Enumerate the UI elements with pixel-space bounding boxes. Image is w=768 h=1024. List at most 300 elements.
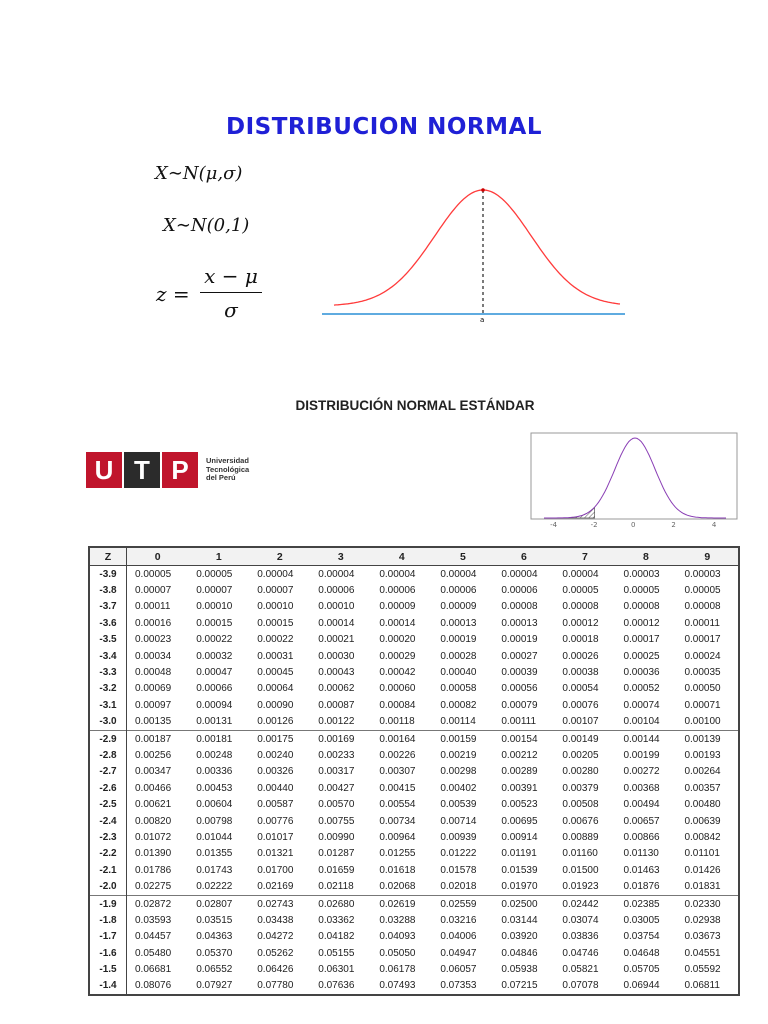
probability-cell: 0.00219 bbox=[440, 749, 477, 761]
probability-cell: 0.02169 bbox=[257, 881, 294, 893]
probability-cell: 0.00071 bbox=[684, 699, 721, 711]
probability-cell: 0.00122 bbox=[318, 716, 355, 728]
probability-cell: 0.01876 bbox=[623, 881, 660, 893]
probability-cell: 0.00032 bbox=[196, 650, 233, 662]
probability-cell: 0.00154 bbox=[493, 730, 554, 747]
probability-cell: 0.00205 bbox=[562, 749, 599, 761]
probability-cell: 0.00466 bbox=[135, 782, 172, 794]
probability-cell: 0.00016 bbox=[135, 617, 172, 629]
probability-cell: 0.06426 bbox=[257, 964, 294, 976]
z-value-cell: -2.7 bbox=[89, 764, 127, 780]
probability-cell: 0.00094 bbox=[196, 699, 233, 711]
z-value-cell: -2.5 bbox=[89, 796, 127, 812]
probability-cell: 0.00007 bbox=[196, 585, 233, 597]
probability-cell: 0.00131 bbox=[196, 716, 233, 728]
logo-text bbox=[206, 457, 249, 483]
probability-cell: 0.00039 bbox=[501, 667, 538, 679]
probability-cell: 0.01700 bbox=[257, 864, 294, 876]
probability-cell: 0.00014 bbox=[379, 617, 416, 629]
table-row bbox=[89, 615, 739, 631]
probability-cell: 0.03920 bbox=[501, 931, 538, 943]
table-row bbox=[89, 780, 739, 796]
mini-x-tick-label: -2 bbox=[590, 521, 598, 529]
probability-cell: 0.04947 bbox=[440, 947, 477, 959]
probability-cell: 0.02275 bbox=[135, 881, 172, 893]
probability-cell: 0.00104 bbox=[623, 716, 660, 728]
probability-cell: 0.06301 bbox=[318, 964, 355, 976]
table-row bbox=[89, 862, 739, 878]
probability-cell: 0.07493 bbox=[379, 980, 416, 992]
table-row bbox=[89, 829, 739, 845]
probability-cell: 0.00248 bbox=[196, 749, 233, 761]
mini-x-tick-label: 0 bbox=[631, 521, 636, 529]
probability-cell: 0.00842 bbox=[684, 831, 721, 843]
probability-cell: 0.00006 bbox=[501, 585, 538, 597]
probability-cell: 0.05821 bbox=[562, 964, 599, 976]
table-row bbox=[89, 912, 739, 928]
probability-cell: 0.00036 bbox=[623, 667, 660, 679]
z-value-cell: -1.7 bbox=[89, 929, 127, 945]
probability-cell: 0.04182 bbox=[318, 931, 355, 943]
z-value-cell: -2.0 bbox=[89, 878, 127, 895]
probability-cell: 0.00013 bbox=[440, 617, 477, 629]
table-row bbox=[89, 846, 739, 862]
probability-cell: 0.00004 bbox=[440, 568, 477, 580]
z-table bbox=[88, 546, 740, 996]
z-value-cell: -1.6 bbox=[89, 945, 127, 961]
probability-cell: 0.00914 bbox=[501, 831, 538, 843]
probability-cell: 0.00990 bbox=[318, 831, 355, 843]
probability-cell: 0.00734 bbox=[379, 815, 416, 827]
probability-cell: 0.00570 bbox=[318, 799, 355, 811]
probability-cell: 0.01255 bbox=[379, 848, 416, 860]
table-row bbox=[89, 813, 739, 829]
fraction-bar bbox=[200, 292, 262, 293]
z-value-cell: -3.6 bbox=[89, 615, 127, 631]
probability-cell: 0.00042 bbox=[379, 667, 416, 679]
logo-text-line: Tecnológica bbox=[206, 464, 250, 474]
z-value-cell: -1.8 bbox=[89, 912, 127, 928]
probability-cell: 0.00118 bbox=[379, 716, 415, 728]
probability-cell: 0.00307 bbox=[379, 766, 416, 778]
probability-cell: 0.00009 bbox=[379, 601, 416, 613]
probability-cell: 0.02222 bbox=[196, 881, 233, 893]
probability-cell: 0.00820 bbox=[135, 815, 172, 827]
table-row bbox=[89, 796, 739, 812]
probability-cell: 0.00256 bbox=[135, 749, 172, 761]
probability-cell: 0.01500 bbox=[562, 864, 599, 876]
probability-cell: 0.00175 bbox=[249, 730, 310, 747]
probability-cell: 0.01578 bbox=[440, 864, 477, 876]
probability-cell: 0.01101 bbox=[684, 848, 720, 860]
probability-cell: 0.04006 bbox=[440, 931, 477, 943]
z-value-cell: -2.4 bbox=[89, 813, 127, 829]
probability-cell: 0.00019 bbox=[501, 634, 538, 646]
probability-cell: 0.00007 bbox=[257, 585, 294, 597]
probability-cell: 0.07636 bbox=[318, 980, 355, 992]
probability-cell: 0.00084 bbox=[379, 699, 416, 711]
table-row bbox=[89, 632, 739, 648]
probability-cell: 0.05155 bbox=[318, 947, 355, 959]
probability-cell: 0.00272 bbox=[623, 766, 660, 778]
table-row bbox=[89, 978, 739, 995]
probability-cell: 0.00014 bbox=[318, 617, 355, 629]
probability-cell: 0.06944 bbox=[623, 980, 660, 992]
probability-cell: 0.03754 bbox=[623, 931, 660, 943]
probability-cell: 0.01287 bbox=[318, 848, 355, 860]
probability-cell: 0.01539 bbox=[501, 864, 538, 876]
mini-x-tick-label: 4 bbox=[711, 521, 717, 529]
probability-cell: 0.01463 bbox=[623, 864, 660, 876]
z-value-cell: -3.3 bbox=[89, 664, 127, 680]
probability-cell: 0.00018 bbox=[562, 634, 599, 646]
z-value-cell: -2.9 bbox=[89, 730, 127, 747]
z-value-cell: -1.5 bbox=[89, 961, 127, 977]
probability-cell: 0.00427 bbox=[318, 782, 355, 794]
z-value-cell: -2.8 bbox=[89, 747, 127, 763]
probability-cell: 0.01970 bbox=[501, 881, 538, 893]
probability-cell: 0.01072 bbox=[135, 831, 172, 843]
probability-cell: 0.00336 bbox=[196, 766, 233, 778]
digit-column-header: 0 bbox=[127, 547, 189, 566]
probability-cell: 0.03836 bbox=[562, 931, 599, 943]
probability-cell: 0.00012 bbox=[562, 617, 599, 629]
probability-cell: 0.00939 bbox=[440, 831, 477, 843]
probability-cell: 0.00048 bbox=[135, 667, 172, 679]
probability-cell: 0.00798 bbox=[196, 815, 233, 827]
probability-cell: 0.00776 bbox=[257, 815, 294, 827]
probability-cell: 0.01659 bbox=[318, 864, 355, 876]
digit-column-header: 8 bbox=[615, 547, 676, 566]
z-formula-lhs: z = bbox=[156, 282, 190, 306]
table-row bbox=[89, 878, 739, 895]
probability-cell: 0.02330 bbox=[676, 895, 739, 912]
probability-cell: 0.00415 bbox=[379, 782, 416, 794]
digit-column-header: 9 bbox=[676, 547, 739, 566]
shaded-normal-mini-chart bbox=[530, 432, 738, 530]
z-value-cell: -1.9 bbox=[89, 895, 127, 912]
table-row bbox=[89, 961, 739, 977]
probability-cell: 0.00019 bbox=[440, 634, 477, 646]
probability-cell: 0.07353 bbox=[440, 980, 477, 992]
probability-cell: 0.00755 bbox=[318, 815, 355, 827]
table-row bbox=[89, 566, 739, 583]
probability-cell: 0.00006 bbox=[440, 585, 477, 597]
z-formula-fraction bbox=[200, 262, 262, 323]
probability-cell: 0.00889 bbox=[562, 831, 599, 843]
probability-cell: 0.03438 bbox=[257, 914, 294, 926]
probability-cell: 0.01786 bbox=[135, 864, 172, 876]
probability-cell: 0.07780 bbox=[257, 980, 294, 992]
probability-cell: 0.01390 bbox=[135, 848, 172, 860]
probability-cell: 0.00621 bbox=[135, 799, 172, 811]
table-row bbox=[89, 895, 739, 912]
probability-cell: 0.02018 bbox=[440, 881, 477, 893]
probability-cell: 0.02619 bbox=[371, 895, 432, 912]
logo-text-line: del Perú bbox=[206, 473, 236, 483]
probability-cell: 0.05370 bbox=[196, 947, 233, 959]
probability-cell: 0.00199 bbox=[623, 749, 660, 761]
probability-cell: 0.00031 bbox=[257, 650, 294, 662]
probability-cell: 0.00193 bbox=[684, 749, 721, 761]
probability-cell: 0.01831 bbox=[684, 881, 721, 893]
probability-cell: 0.00005 bbox=[135, 568, 172, 580]
probability-cell: 0.07927 bbox=[196, 980, 233, 992]
probability-cell: 0.00028 bbox=[440, 650, 477, 662]
probability-cell: 0.00035 bbox=[684, 667, 721, 679]
z-value-cell: -2.3 bbox=[89, 829, 127, 845]
probability-cell: 0.02118 bbox=[318, 881, 354, 893]
probability-cell: 0.03515 bbox=[196, 914, 233, 926]
probability-cell: 0.03593 bbox=[135, 914, 172, 926]
probability-cell: 0.00289 bbox=[501, 766, 538, 778]
probability-cell: 0.02559 bbox=[432, 895, 493, 912]
z-value-cell: -2.6 bbox=[89, 780, 127, 796]
probability-cell: 0.05938 bbox=[501, 964, 538, 976]
probability-cell: 0.00676 bbox=[562, 815, 599, 827]
z-table-header-row bbox=[89, 547, 739, 566]
z-value-cell: -3.2 bbox=[89, 681, 127, 697]
probability-cell: 0.00069 bbox=[135, 683, 172, 695]
logo-text-line: Universidad bbox=[206, 456, 249, 466]
digit-column-header: 6 bbox=[493, 547, 554, 566]
table-row bbox=[89, 582, 739, 598]
probability-cell: 0.00021 bbox=[318, 634, 355, 646]
probability-cell: 0.00006 bbox=[318, 585, 355, 597]
probability-cell: 0.00379 bbox=[562, 782, 599, 794]
probability-cell: 0.00012 bbox=[623, 617, 660, 629]
probability-cell: 0.00034 bbox=[135, 650, 172, 662]
mini-x-axis-ticks bbox=[550, 521, 717, 529]
probability-cell: 0.02500 bbox=[493, 895, 554, 912]
probability-cell: 0.00657 bbox=[623, 815, 660, 827]
probability-cell: 0.00480 bbox=[684, 799, 721, 811]
probability-cell: 0.00010 bbox=[318, 601, 355, 613]
logo-letter-u: U bbox=[86, 452, 122, 488]
digit-column-header: 7 bbox=[554, 547, 615, 566]
probability-cell: 0.05480 bbox=[135, 947, 172, 959]
probability-cell: 0.00008 bbox=[623, 601, 660, 613]
probability-cell: 0.00212 bbox=[501, 749, 538, 761]
table-row bbox=[89, 664, 739, 680]
probability-cell: 0.00264 bbox=[684, 766, 721, 778]
probability-cell: 0.00005 bbox=[684, 585, 721, 597]
probability-cell: 0.00074 bbox=[623, 699, 660, 711]
probability-cell: 0.00240 bbox=[257, 749, 294, 761]
probability-cell: 0.00038 bbox=[562, 667, 599, 679]
probability-cell: 0.06681 bbox=[135, 964, 172, 976]
probability-cell: 0.00008 bbox=[684, 601, 721, 613]
probability-cell: 0.00007 bbox=[135, 585, 172, 597]
probability-cell: 0.00017 bbox=[684, 634, 721, 646]
table-row bbox=[89, 945, 739, 961]
peak-point bbox=[481, 188, 485, 192]
probability-cell: 0.02442 bbox=[554, 895, 615, 912]
probability-cell: 0.04093 bbox=[379, 931, 416, 943]
z-value-cell: -3.1 bbox=[89, 697, 127, 713]
probability-cell: 0.01191 bbox=[501, 848, 537, 860]
probability-cell: 0.00114 bbox=[440, 716, 476, 728]
probability-cell: 0.02068 bbox=[379, 881, 416, 893]
z-value-cell: -1.4 bbox=[89, 978, 127, 995]
probability-cell: 0.00169 bbox=[310, 730, 371, 747]
probability-cell: 0.00079 bbox=[501, 699, 538, 711]
probability-cell: 0.00695 bbox=[501, 815, 538, 827]
probability-cell: 0.04457 bbox=[135, 931, 172, 943]
z-value-cell: -3.8 bbox=[89, 582, 127, 598]
probability-cell: 0.00494 bbox=[623, 799, 660, 811]
probability-cell: 0.00005 bbox=[562, 585, 599, 597]
standard-distribution-formula: X∼N(0,1) bbox=[163, 215, 250, 236]
table-row bbox=[89, 648, 739, 664]
probability-cell: 0.00047 bbox=[196, 667, 233, 679]
probability-cell: 0.02743 bbox=[249, 895, 310, 912]
probability-cell: 0.02938 bbox=[684, 914, 721, 926]
probability-cell: 0.04846 bbox=[501, 947, 538, 959]
probability-cell: 0.01426 bbox=[684, 864, 721, 876]
probability-cell: 0.00024 bbox=[684, 650, 721, 662]
probability-cell: 0.00187 bbox=[127, 730, 189, 747]
probability-cell: 0.03673 bbox=[684, 931, 721, 943]
probability-cell: 0.00004 bbox=[257, 568, 294, 580]
probability-cell: 0.00050 bbox=[684, 683, 721, 695]
probability-cell: 0.00144 bbox=[615, 730, 676, 747]
probability-cell: 0.04272 bbox=[257, 931, 294, 943]
probability-cell: 0.00008 bbox=[562, 601, 599, 613]
probability-cell: 0.00009 bbox=[440, 601, 477, 613]
probability-cell: 0.00064 bbox=[257, 683, 294, 695]
probability-cell: 0.01743 bbox=[196, 864, 233, 876]
probability-cell: 0.00714 bbox=[440, 815, 477, 827]
logo-letter-p: P bbox=[162, 452, 198, 488]
probability-cell: 0.00056 bbox=[501, 683, 538, 695]
probability-cell: 0.00440 bbox=[257, 782, 294, 794]
bell-curve-diagram bbox=[320, 180, 630, 330]
probability-cell: 0.00164 bbox=[371, 730, 432, 747]
probability-cell: 0.00003 bbox=[684, 568, 721, 580]
z-value-cell: -3.0 bbox=[89, 714, 127, 731]
probability-cell: 0.00076 bbox=[562, 699, 599, 711]
probability-cell: 0.00087 bbox=[318, 699, 355, 711]
probability-cell: 0.00866 bbox=[623, 831, 660, 843]
probability-cell: 0.00030 bbox=[318, 650, 355, 662]
probability-cell: 0.00054 bbox=[562, 683, 599, 695]
probability-cell: 0.00004 bbox=[562, 568, 599, 580]
probability-cell: 0.00062 bbox=[318, 683, 355, 695]
probability-cell: 0.00022 bbox=[257, 634, 294, 646]
probability-cell: 0.00004 bbox=[318, 568, 355, 580]
probability-cell: 0.00100 bbox=[684, 716, 721, 728]
page-title: DISTRIBUCION NORMAL bbox=[226, 114, 542, 140]
probability-cell: 0.00017 bbox=[623, 634, 660, 646]
probability-cell: 0.00964 bbox=[379, 831, 416, 843]
probability-cell: 0.01044 bbox=[196, 831, 233, 843]
probability-cell: 0.00453 bbox=[196, 782, 233, 794]
digit-column-header: 1 bbox=[188, 547, 249, 566]
probability-cell: 0.00587 bbox=[257, 799, 294, 811]
probability-cell: 0.05050 bbox=[379, 947, 416, 959]
probability-cell: 0.00391 bbox=[501, 782, 538, 794]
probability-cell: 0.01923 bbox=[562, 881, 599, 893]
probability-cell: 0.08076 bbox=[135, 980, 172, 992]
probability-cell: 0.01321 bbox=[257, 848, 294, 860]
probability-cell: 0.00347 bbox=[135, 766, 172, 778]
probability-cell: 0.00604 bbox=[196, 799, 233, 811]
probability-cell: 0.06811 bbox=[684, 980, 720, 992]
probability-cell: 0.00005 bbox=[196, 568, 233, 580]
probability-cell: 0.00082 bbox=[440, 699, 477, 711]
probability-cell: 0.00326 bbox=[257, 766, 294, 778]
mini-x-tick-label: -4 bbox=[550, 521, 558, 529]
probability-cell: 0.00317 bbox=[318, 766, 355, 778]
probability-cell: 0.00011 bbox=[135, 601, 171, 613]
z-column-header: Z bbox=[89, 547, 127, 566]
probability-cell: 0.00058 bbox=[440, 683, 477, 695]
z-value-cell: -2.2 bbox=[89, 846, 127, 862]
probability-cell: 0.00004 bbox=[379, 568, 416, 580]
logo-letter-t: T bbox=[124, 452, 160, 488]
mean-mark-label: a bbox=[480, 316, 485, 324]
probability-cell: 0.00004 bbox=[501, 568, 538, 580]
probability-cell: 0.00111 bbox=[501, 716, 537, 728]
z-table-body bbox=[89, 566, 739, 996]
digit-column-header: 3 bbox=[310, 547, 371, 566]
bell-curve-line bbox=[334, 190, 620, 305]
probability-cell: 0.00554 bbox=[379, 799, 416, 811]
probability-cell: 0.00040 bbox=[440, 667, 477, 679]
utp-logo bbox=[86, 452, 249, 488]
probability-cell: 0.00226 bbox=[379, 749, 416, 761]
probability-cell: 0.00005 bbox=[623, 585, 660, 597]
probability-cell: 0.03144 bbox=[501, 914, 538, 926]
probability-cell: 0.06552 bbox=[196, 964, 233, 976]
digit-column-header: 2 bbox=[249, 547, 310, 566]
probability-cell: 0.00233 bbox=[318, 749, 355, 761]
z-value-cell: -2.1 bbox=[89, 862, 127, 878]
probability-cell: 0.03362 bbox=[318, 914, 355, 926]
probability-cell: 0.00539 bbox=[440, 799, 477, 811]
table-row bbox=[89, 730, 739, 747]
probability-cell: 0.05592 bbox=[684, 964, 721, 976]
probability-cell: 0.04363 bbox=[196, 931, 233, 943]
z-formula-numerator: x − μ bbox=[204, 264, 258, 288]
probability-cell: 0.00368 bbox=[623, 782, 660, 794]
probability-cell: 0.07215 bbox=[501, 980, 538, 992]
probability-cell: 0.00402 bbox=[440, 782, 477, 794]
probability-cell: 0.00010 bbox=[257, 601, 294, 613]
probability-cell: 0.00026 bbox=[562, 650, 599, 662]
probability-cell: 0.00159 bbox=[432, 730, 493, 747]
probability-cell: 0.02807 bbox=[188, 895, 249, 912]
probability-cell: 0.00181 bbox=[188, 730, 249, 747]
probability-cell: 0.00025 bbox=[623, 650, 660, 662]
probability-cell: 0.00045 bbox=[257, 667, 294, 679]
probability-cell: 0.01618 bbox=[379, 864, 416, 876]
table-row bbox=[89, 929, 739, 945]
probability-cell: 0.00066 bbox=[196, 683, 233, 695]
z-value-cell: -3.9 bbox=[89, 566, 127, 583]
probability-cell: 0.00126 bbox=[257, 716, 294, 728]
probability-cell: 0.01130 bbox=[623, 848, 659, 860]
table-row bbox=[89, 714, 739, 731]
probability-cell: 0.01355 bbox=[196, 848, 233, 860]
table-row bbox=[89, 681, 739, 697]
probability-cell: 0.00043 bbox=[318, 667, 355, 679]
probability-cell: 0.01222 bbox=[440, 848, 477, 860]
probability-cell: 0.00013 bbox=[501, 617, 538, 629]
probability-cell: 0.00135 bbox=[135, 716, 172, 728]
probability-cell: 0.03216 bbox=[440, 914, 477, 926]
